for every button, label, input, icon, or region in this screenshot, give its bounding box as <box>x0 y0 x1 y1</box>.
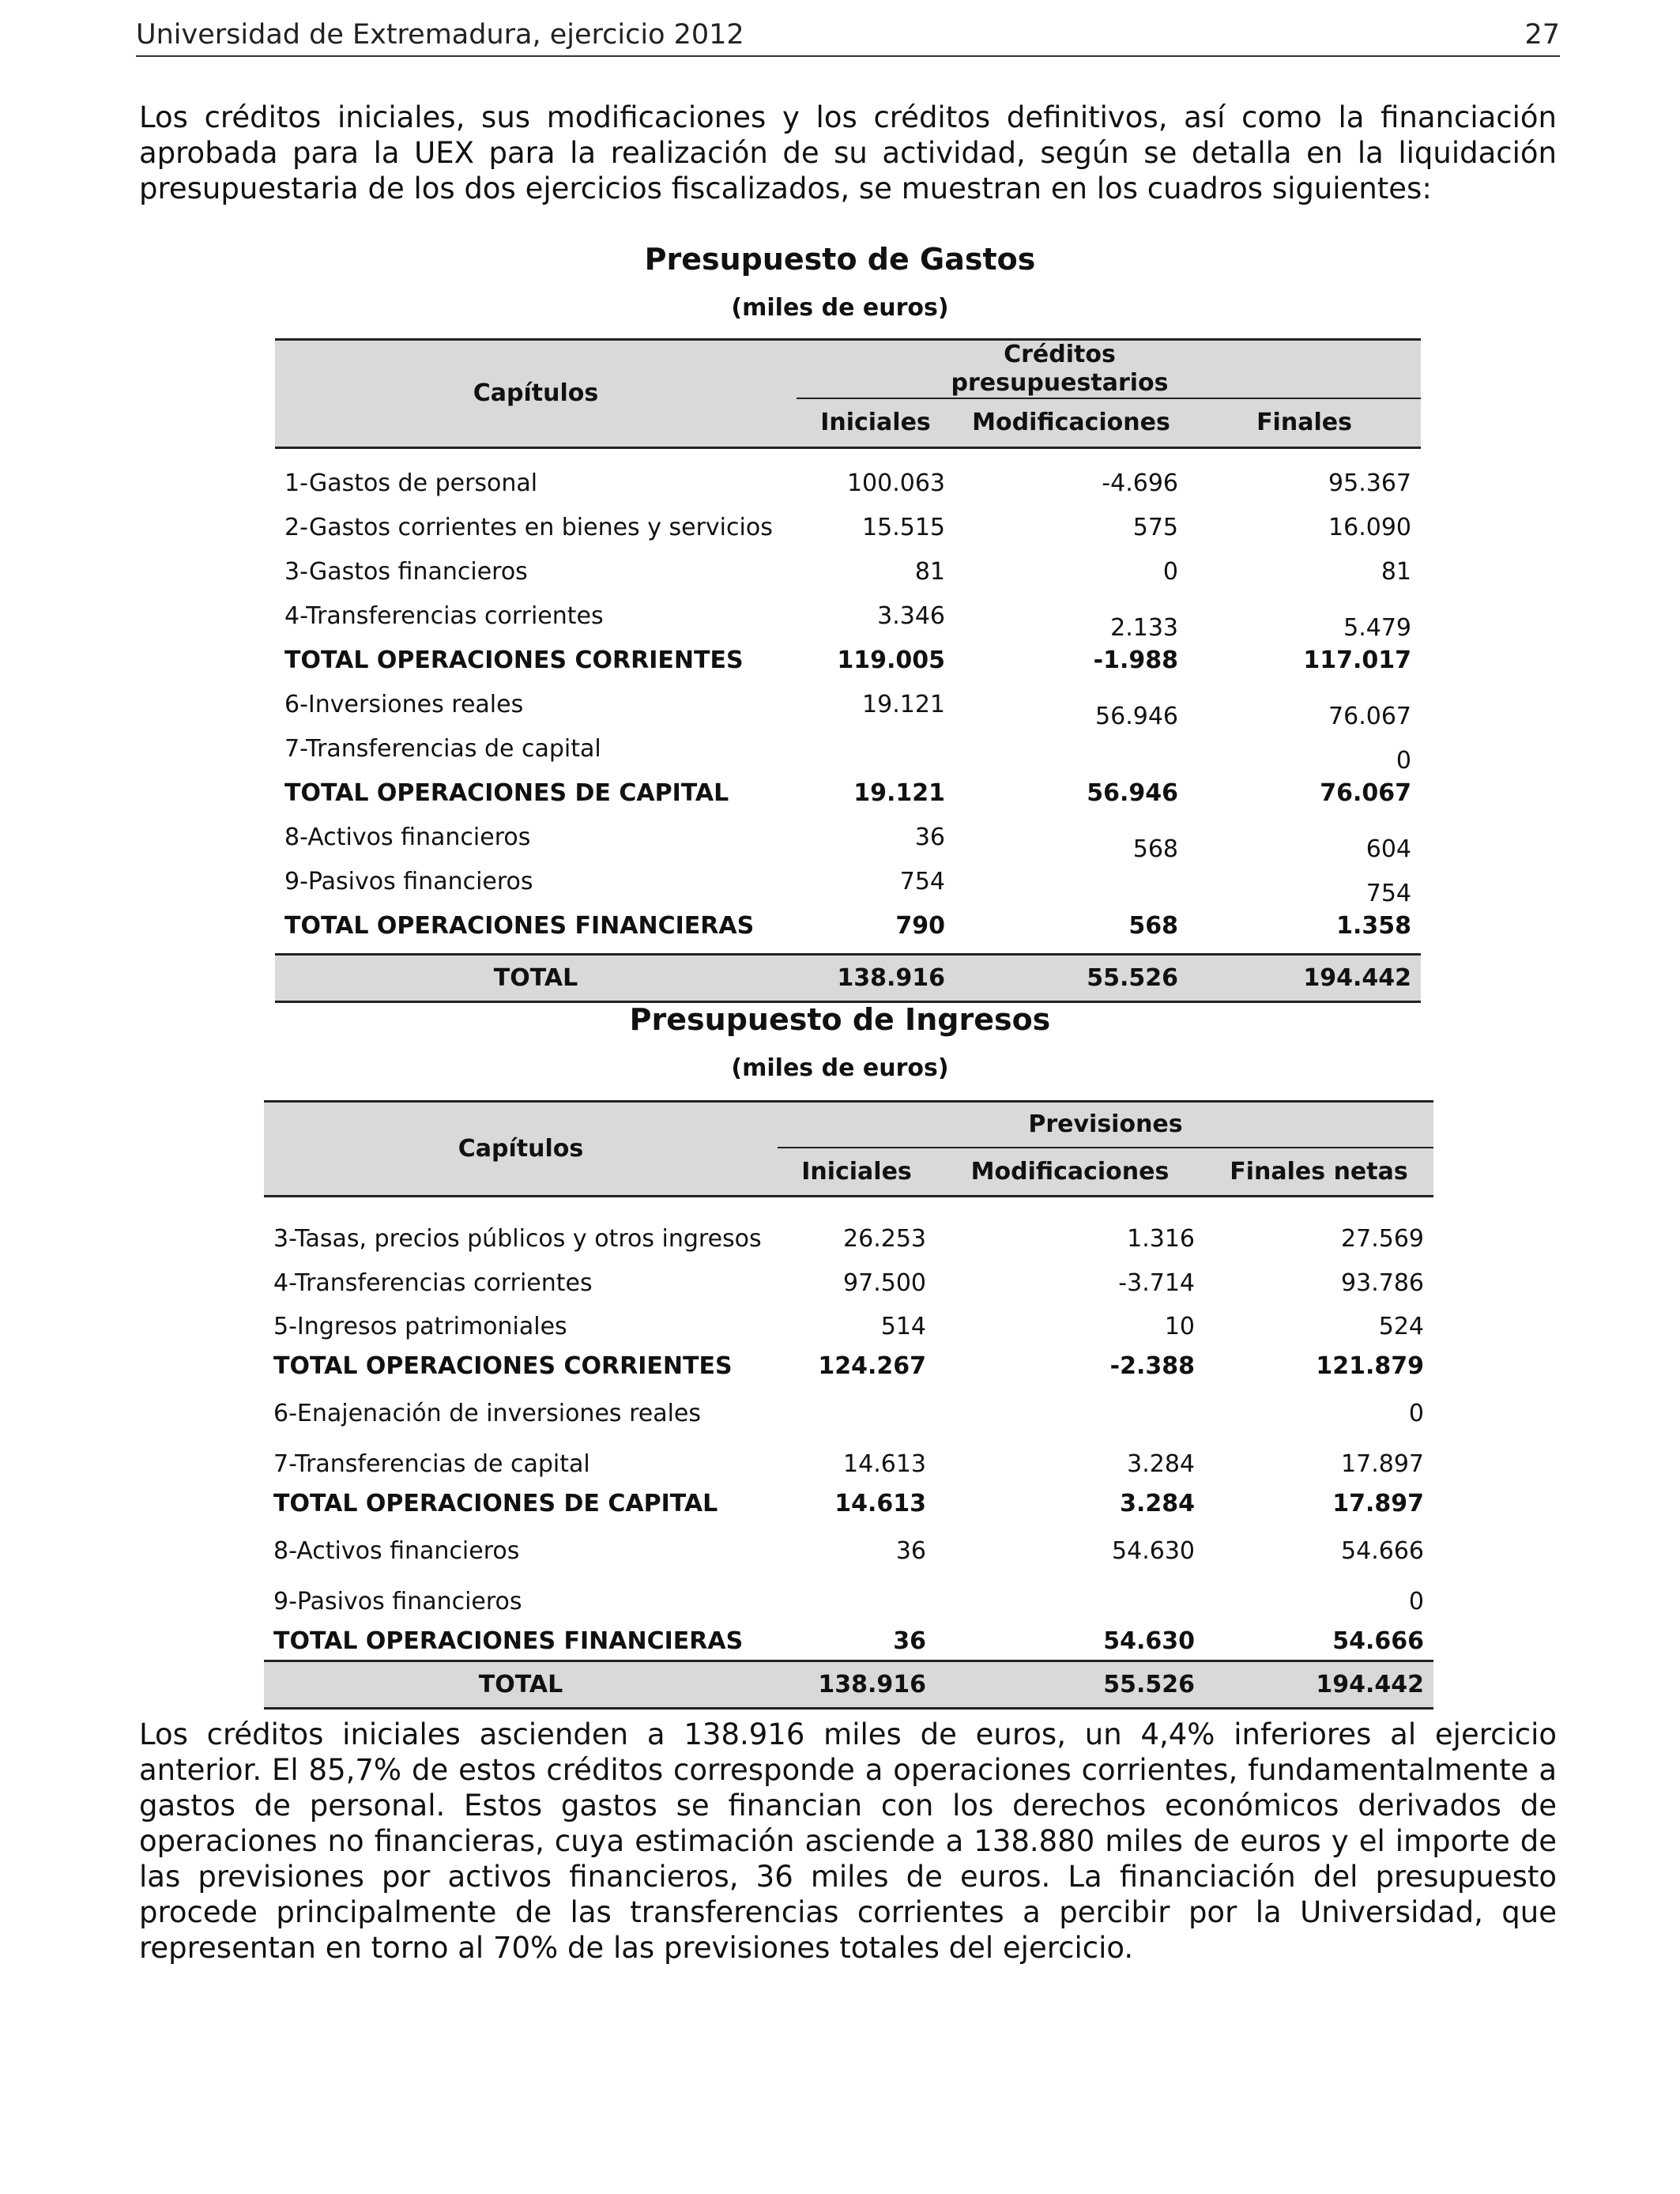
table-row-total: TOTAL OPERACIONES DE CAPITAL 19.121 56.946 76.067 <box>284 778 1411 807</box>
col-header-modificaciones: Modificaciones <box>955 398 1188 447</box>
closing-line: gastos de personal. Estos gastos se financian con los derechos económicos derivados de <box>139 1789 1557 1823</box>
closing-line: procede principalmente de las transferencias corrientes a percibir por la Universidad, que <box>139 1895 1557 1929</box>
group-header-creditos: Créditos presupuestarios <box>797 340 1188 399</box>
table-row-grand-total: TOTAL 138.916 55.526 194.442 <box>264 1661 1433 1709</box>
col-header-modificaciones: Modificaciones <box>936 1148 1204 1197</box>
ingresos-subtitle: (miles de euros) <box>731 1054 949 1082</box>
table-row: 6-Inversiones reales 19.121 56.946 76.067 <box>284 690 1411 730</box>
col-header-finales-netas: Finales netas <box>1204 1148 1433 1197</box>
table-row: 3-Tasas, precios públicos y otros ingresos 26.253 1.316 27.569 <box>273 1225 1424 1253</box>
closing-paragraph <box>139 1717 1557 1966</box>
gastos-subtitle: (miles de euros) <box>731 294 949 322</box>
closing-line: anterior. El 85,7% de estos créditos corresponde a operaciones corrientes, fundamentalmente a <box>139 1753 1557 1787</box>
table-row: 6-Enajenación de inversiones reales 0 <box>273 1400 1424 1427</box>
intro-line: aprobada para la UEX para la realización de su actividad, según se detalla en la liquidación <box>139 136 1557 170</box>
table-row: 4-Transferencias corrientes 3.346 2.133 5.479 <box>284 601 1411 642</box>
table-row: 5-Ingresos patrimoniales 514 10 524 <box>273 1313 1424 1340</box>
closing-line: operaciones no financieras, cuya estimación asciende a 138.880 miles de euros y el importe de <box>139 1824 1557 1858</box>
table-row: 3-Gastos financieros 81 0 81 <box>284 557 1411 586</box>
table-row-total: TOTAL OPERACIONES FINANCIERAS 790 568 1.358 <box>284 911 1411 940</box>
intro-line: presupuestaria de los dos ejercicios fiscalizados, se muestran en los cuadros siguientes: <box>139 172 1432 205</box>
table-row: 4-Transferencias corrientes 97.500 -3.714 93.786 <box>273 1269 1424 1297</box>
table-row-total: TOTAL OPERACIONES FINANCIERAS 36 54.630 54.666 <box>273 1627 1424 1656</box>
ingresos-title: Presupuesto de Ingresos <box>629 1002 1051 1037</box>
table-row-total: TOTAL OPERACIONES DE CAPITAL 14.613 3.284 17.897 <box>273 1490 1424 1517</box>
table-row: 9-Pasivos financieros 754 754 <box>284 867 1411 907</box>
table-row: 8-Activos financieros 36 54.630 54.666 <box>273 1537 1424 1565</box>
table-row: 8-Activos financieros 36 568 604 <box>284 823 1411 863</box>
table-row: 7-Transferencias de capital 14.613 3.284 17.897 <box>273 1450 1424 1478</box>
col-header-iniciales: Iniciales <box>797 398 955 447</box>
closing-line: representan en torno al 70% de las previsiones totales del ejercicio. <box>139 1931 1134 1965</box>
col-header-iniciales: Iniciales <box>778 1148 936 1197</box>
table-row: 2-Gastos corrientes en bienes y servicios 15.515 575 16.090 <box>284 513 1411 541</box>
col-header-capitulos: Capítulos <box>264 1102 778 1197</box>
closing-line: Los créditos iniciales ascienden a 138.916 miles de euros, un 4,4% inferiores al ejercicio <box>139 1717 1557 1751</box>
group-header-previsiones: Previsiones <box>778 1102 1433 1148</box>
gastos-title: Presupuesto de Gastos <box>644 242 1036 277</box>
ingresos-table <box>264 1100 1433 1710</box>
table-row: 7-Transferencias de capital 0 <box>284 734 1411 775</box>
header-title: Universidad de Extremadura, ejercicio 2012 <box>136 19 744 51</box>
intro-line: Los créditos iniciales, sus modificaciones y los créditos definitivos, así como la financiación <box>139 100 1557 134</box>
closing-line: las previsiones por activos financieros, 36 miles de euros. La financiación del presupuesto <box>139 1860 1557 1894</box>
table-row: 9-Pasivos financieros 0 <box>273 1588 1424 1615</box>
gastos-table <box>275 338 1421 1003</box>
table-row-total: TOTAL OPERACIONES CORRIENTES 124.267 -2.388 121.879 <box>273 1352 1424 1380</box>
table-row-grand-total: TOTAL 138.916 55.526 194.442 <box>275 955 1421 1002</box>
page-header <box>136 17 1560 57</box>
table-row: 1-Gastos de personal 100.063 -4.696 95.367 <box>284 469 1411 497</box>
intro-paragraph <box>139 100 1557 206</box>
page-number: 27 <box>1524 19 1560 51</box>
table-row-total: TOTAL OPERACIONES CORRIENTES 119.005 -1.988 117.017 <box>284 646 1411 674</box>
col-header-capitulos: Capítulos <box>275 340 797 448</box>
col-header-finales: Finales <box>1188 398 1421 447</box>
